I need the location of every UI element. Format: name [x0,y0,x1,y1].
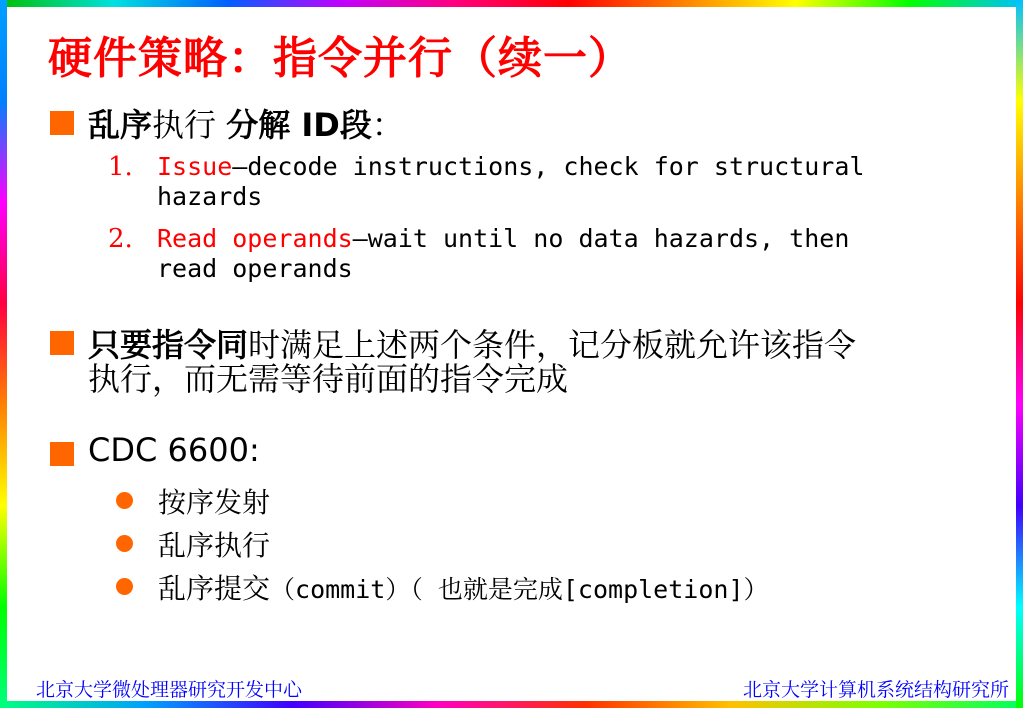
item-number-1: 1. [108,152,133,182]
border-bottom [0,701,1023,708]
item-number-2: 2. [108,224,133,254]
border-left [0,0,7,708]
section1-bold1: 乱序 [88,106,153,144]
slide-title: 硬件策略：指令并行（续一） [48,33,633,84]
section1-heading [88,100,404,146]
circle-bullet-3 [116,578,133,595]
square-bullet-2 [50,331,74,355]
item-1-rest: —decode instructions, check for structural [232,152,865,181]
bullet-1-text: 按序发射 [158,486,271,519]
item-2-term: Read operands [157,224,353,253]
border-right [1016,0,1023,708]
section3-heading: CDC 6600: [88,431,260,469]
item-2-rest: —wait until no data hazards, then [352,224,850,253]
item-1-line1 [157,152,864,182]
item-1-line2: hazards [157,182,263,211]
square-bullet-3 [50,442,74,466]
item-2-line1 [157,224,849,254]
section2-bold: 只要指令同 [88,326,249,364]
footer-left: 北京大学微处理器研究开发中心 [36,679,303,701]
section2-line2: 执行，而无需等待前面的指令完成 [88,360,569,398]
item-1-term: Issue [157,152,233,181]
bullet-2-text: 乱序执行 [158,529,271,562]
footer-right: 北京大学计算机系统结构研究所 [742,679,1009,701]
border-top [0,0,1023,7]
bullet-3-text-a: 乱序提交 [158,572,271,605]
section1-bold2: 分解 ID段 [226,106,372,144]
section1-normal1: 执行 [152,106,227,144]
item-2-line2: read operands [157,254,353,283]
section1-normal2: ： [371,106,404,144]
bullet-3-text [158,567,769,607]
bullet-3-text-b: （commit）（ 也就是完成[completion]） [270,575,769,604]
circle-bullet-2 [116,535,133,552]
square-bullet-1 [50,111,74,135]
circle-bullet-1 [116,492,133,509]
section2-line1-rest: 时满足上述两个条件，记分板就允许该指令 [248,326,857,364]
